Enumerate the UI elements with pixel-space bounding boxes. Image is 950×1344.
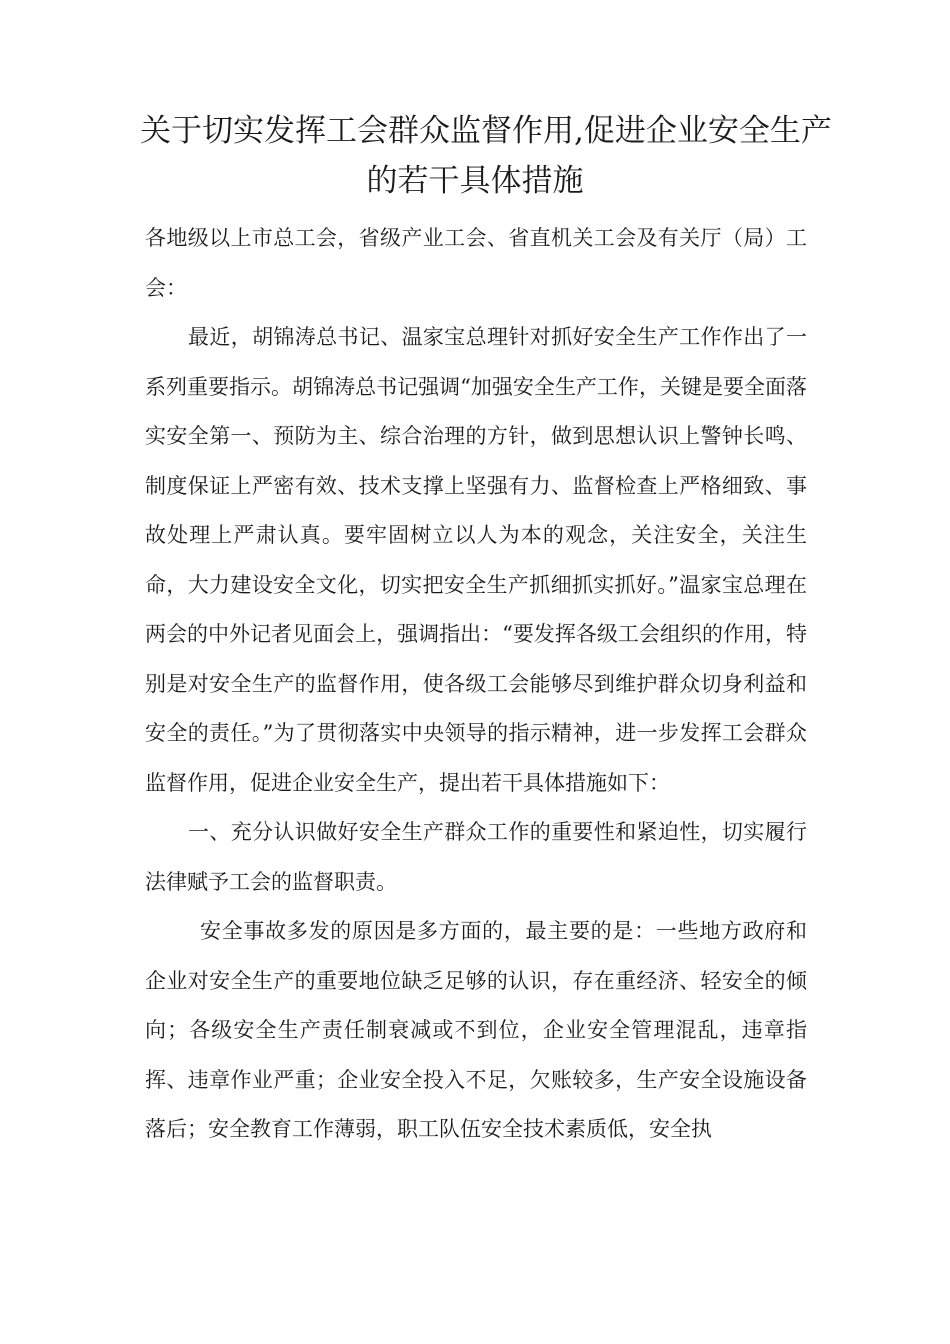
paragraph-causes: 安全事故多发的原因是多方面的，最主要的是：一些地方政府和企业对安全生产的重要地位缺乏足够的认识，存在重经济、轻安全的倾向；各级安全生产责任制衰减或不到位，企业安全管理混乱，违章指挥、违章作业严重；企业安全投入不足，欠账较多，生产安全设施设备落后；安全教育工作薄弱，职工队伍安全技术素质低，安全执 [145,919,807,1141]
document-title-line-2: 的若干具体措施 [366,163,584,199]
salutation: 各地级以上市总工会，省级产业工会、省直机关工会及有关厅（局）工会： [145,226,807,300]
document-body [145,214,807,1155]
section-heading-1: 一、充分认识做好安全生产群众工作的重要性和紧迫性，切实履行法律赋予工会的监督职责。 [145,820,807,894]
document-title-line-1: 关于切实发挥工会群众监督作用,促进企业安全生产 [140,113,832,149]
paragraph-intro: 最近，胡锦涛总书记、温家宝总理针对抓好安全生产工作作出了一系列重要指示。胡锦涛总书记强调“加强安全生产工作，关键是要全面落实安全第一、预防为主、综合治理的方针，做到思想认识上警钟长鸣、制度保证上严密有效、技术支撑上坚强有力、监督检查上严格细致、事故处理上严肃认真。要牢固树立以人为本的观念，关注安全，关注生命，大力建设安全文化，切实把安全生产抓细抓实抓好。”温家宝总理在两会的中外记者见面会上，强调指出：“要发挥各级工会组织的作用，特别是对安全生产的监督作用，使各级工会能够尽到维护群众切身利益和安全的责任。”为了贯彻落实中央领导的指示精神，进一步发挥工会群众监督作用，促进企业安全生产，提出若干具体措施如下： [145,325,807,795]
